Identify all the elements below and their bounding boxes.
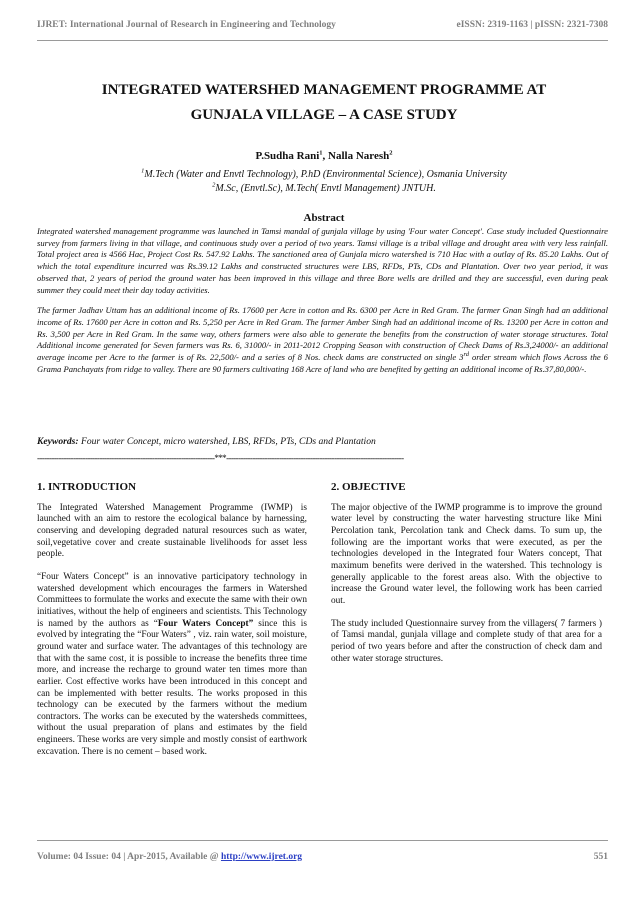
author-1-mark: 1 [319,149,323,157]
intro-p2-end: since this is evolved by integrating the “Four Waters” , viz. rain water, soil moisture, ground water and surface water. The advantages of this technology are that with the same cost, it is possible to increase the benefits three time more, and increase the recharge to ground water ten times more than earlier. Cost effective works have been introduced in this concept and can be implemented with better results. The works proposed in this technology can be executed by the farmers without the medium contractors. The works can be executed by the watersheds committees, without the usual preparation of plans and estimates by the field engineers. These works are very simple and mostly consist of earthwork excavation. There is no cement – based work. [37,618,307,757]
author-2: Nalla Naresh [328,150,390,162]
objective-paragraph-2: The study included Questionnaire survey from the villagers( 7 farmers ) of Tamsi mandal, gunjala village and complete study of that area for a period of two years before and after the construction of check dam and other water storage structures. [331,618,602,664]
abstract-paragraph-2 [37,305,608,375]
introduction-heading: 1. INTRODUCTION [37,481,137,493]
affiliations [40,168,608,196]
issn-text: eISSN: 2319-1163 | pISSN: 2321-7308 [456,20,608,30]
keywords-line [37,436,608,447]
paper-title [40,78,608,128]
intro-p2-start: “Four Waters Concept” is an innovative participatory technology in watershed development which encourages the farmers in Watershed Committees to formulate the works and execute the same with their own initiatives, without the help of engineers and scientists. This Technology is named by the authors as “ [37,571,307,629]
introduction-paragraph-1: The Integrated Watershed Management Programme (IWMP) is launched with an aim to restore the ecological balance by harnessing, conserving and developing degraded natural resources such as water, soil,vegetative cover and create sustainable livelihoods for asset less people. [37,502,307,560]
intro-p2-bold: Four Waters Concept” [157,618,254,629]
affiliation-1 [40,168,608,182]
right-column [331,482,602,676]
objective-heading: 2. OBJECTIVE [331,481,406,493]
author-separator: , [322,150,329,162]
affiliation-1-mark: 1 [141,167,145,175]
introduction-paragraph-2 [37,572,307,759]
author-list [40,150,608,162]
affiliation-2 [40,182,608,196]
abstract-body [37,226,608,384]
keywords-label: Keywords: [37,436,79,447]
affiliation-2-text: M.Sc, (Envtl.Sc), M.Tech( Envtl Management) JNTUH. [215,183,436,194]
title-line-1: INTEGRATED WATERSHED MANAGEMENT PROGRAMME AT [101,82,547,98]
title-line-2: GUNJALA VILLAGE – A CASE STUDY [190,107,458,123]
abstract-paragraph-1: Integrated watershed management programme was launched in Tamsi mandal of gunjala village by using 'Four water Concept'. Case study included Questionnaire survey from farmers living in that village, and continuous study over a period of two years. Tamsi village is a tribal village and drought area with very less rainfall. Total project area is 4566 Hac, Project Cost Rs. 547.92 Lakhs. The sanctioned area of Gunjala micro watershed is 710 Hac with a outlay of Rs. 85.20 Lakhs. Out of which the total expenditure incurred was Rs.39.12 Lakhs and constructed structures were LBS, RFDs, PTs, CDs and Plantation. Over two year period, it was observed that, 2 years of period the ground water has been improved in this village and three Bore wells are drilled and they are successful, even during peak summer they could meet their day today activities. [37,226,608,295]
abstract-heading: Abstract [303,212,345,224]
affiliation-2-mark: 2 [212,181,216,189]
footer-rule [37,840,608,841]
affiliation-1-text: M.Tech (Water and Envtl Technology), P.hD (Environmental Science), Osmania University [144,169,507,180]
abstract-p2-start: The farmer Jadhav Uttam has an additional income of Rs. 17600 per Acre in cotton and Rs. 6300 per Acre in Red Gram. The farmer Gnan Singh had an additional income of Rs. 17600 per Acre in cotton and Rs. 5,250 per Acre in Red Gram. The farmer Amber Singh had an additional income of Rs. 13200 per Acre in cotton and Rs. 3,500 per Acre in Red Gram. In the same way, others farmers were also able to generate the benefits from the construction of water storage structures. Total Additional income generated for Seven farmers was Rs. 6, 31000/- in 2011-2012 Cropping Season with construction of Check Dams of Rs.3,24000/- an additional average income per Acre to the farmer is of Rs. 22,500/- and a series of 8 Nos. check dams are constructed on single 3 [37,305,608,363]
running-header [37,20,608,36]
abstract-p2-end: order stream which flows Across the 6 Grama Panchayats from ridge to valley. There are 90 farmers cultivating 168 Acre of land who are benefited by getting an additional income of Rs.37,80,000/-. [37,352,608,374]
journal-link[interactable]: http://www.ijret.org [220,852,303,862]
author-1: P.Sudha Rani [255,150,320,162]
author-2-mark: 2 [389,149,393,157]
keywords-text: Four water Concept, micro watershed, LBS, RFDs, PTs, CDs and Plantation [78,436,376,447]
left-column [37,482,307,769]
page-number: 551 [593,852,608,862]
objective-paragraph-1: The major objective of the IWMP programme is to improve the ground water level by constructing the water harvesting structure like Mini Percolation tank, Percolation tank and Check dams. To sum up, the following are the important works that were executed, as per the technologies developed in the Integrated four Waters concept, That maximum benefits were derived in the watershed. This technology is generally applicable to the forest areas also. With the objective to increase the Ground water level, the following work has been carried out. [331,502,602,606]
header-rule [37,40,608,41]
journal-name: IJRET: International Journal of Research in Engineering and Technology [37,20,336,30]
footer-volume [37,852,302,862]
footer-volume-text: Volume: 04 Issue: 04 | Apr-2015, Available @ [37,852,221,862]
abstract-p2-sup: rd [463,351,470,359]
section-separator: --------------------------------------------------------------------------***-------------------------------------------------------------------------- [37,453,404,463]
